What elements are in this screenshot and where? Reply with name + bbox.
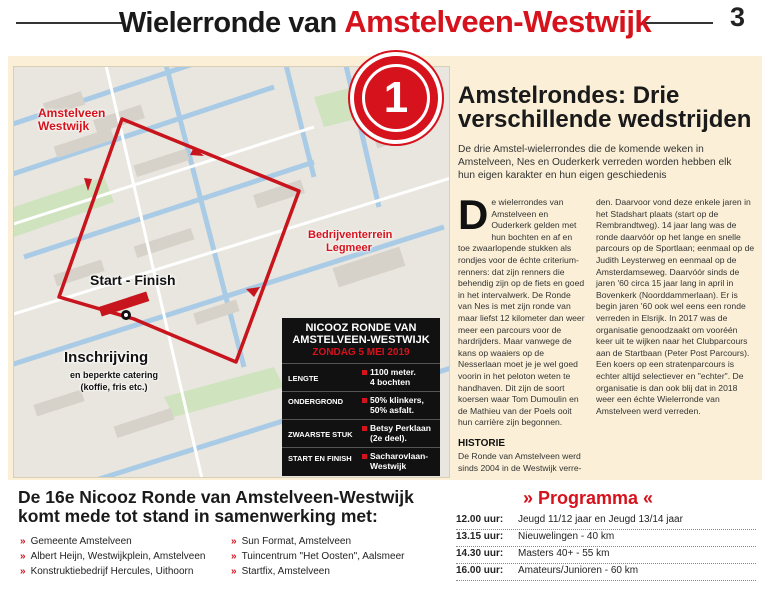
sponsor-marker: » xyxy=(20,536,26,547)
sponsor-name: Startfix, Amstelveen xyxy=(241,566,330,577)
map-label-district xyxy=(38,107,105,133)
programma-time: 16.00 uur: xyxy=(456,565,504,576)
info-row xyxy=(282,363,440,392)
programma-row xyxy=(456,512,756,530)
info-row-value xyxy=(370,452,438,471)
sponsor-item xyxy=(20,566,193,577)
sponsor-item xyxy=(20,536,132,547)
number-badge xyxy=(350,52,442,144)
article-intro: De drie Amstel-wielerrondes die de komende weken in Amstelveen, Nes en Ouderkerk verreden worden hebben elk hun eigen karakter en hun eigen geschiedenis xyxy=(458,144,732,181)
sponsor-marker: » xyxy=(231,536,237,547)
sponsor-item xyxy=(231,566,330,577)
sponsor-name: Tuincentrum "Het Oosten", Aalsmeer xyxy=(241,551,405,562)
historie-heading: HISTORIE xyxy=(458,438,506,449)
info-row-key: START EN FINISH xyxy=(288,454,352,463)
info-row-value xyxy=(370,396,438,415)
programma-row xyxy=(456,529,756,547)
info-row-key: ZWAARSTE STUK xyxy=(288,430,353,439)
programma-time: 13.15 uur: xyxy=(456,531,504,542)
map-label-catering xyxy=(70,369,158,393)
info-row-value-line2: 50% asfalt. xyxy=(370,404,414,415)
map-label-start-finish: Start - Finish xyxy=(90,272,176,288)
info-row-value-line1: 50% klinkers, xyxy=(370,395,424,405)
programma-time: 14.30 uur: xyxy=(456,548,504,559)
programma-time: 12.00 uur: xyxy=(456,514,504,525)
sponsor-marker: » xyxy=(231,566,237,577)
article-column-2: den. Daarvoor vond deze enkele jaren in het Stadshart plaats (start op de Rembrandtweg). 14 jaar lang was de ronde daarvóór op het lange en snelle parcours op de Sportlaan; eenmaal op de Judith Leysterweg en eenmaal op de Amsterdamseweg. Daarvóór sinds de jaren '60 circa 15 jaar lang in april in Bovenkerk (Noorddammerlaan). Er is begin jaren '60 ook wel eens een ronde verreden in Elsrijk. In 2017 was de organisatie genoodzaakt om vooréén keer uit te wijken naar het Clubparcours aan de Startbaan (Peter Post Parcours). Een koers op een stratenparcours is echter altijd selectiever en "echter". De organisatie is dan ook blij dat in 2018 weer een échte Wielerronde van Amstelveen werd verreden. xyxy=(596,197,755,416)
programma-description: Jeugd 11/12 jaar en Jeugd 13/14 jaar xyxy=(518,514,683,525)
map-label-industrial-line1: Bedrijventerrein xyxy=(308,229,393,241)
programma-row xyxy=(456,563,756,581)
article-column-1-continued: De Ronde van Amstelveen werd sinds 2004 in de Westwijk verre- xyxy=(458,451,582,473)
sponsor-item xyxy=(231,536,351,547)
sponsor-name: Sun Format, Amstelveen xyxy=(241,536,352,547)
map-label-district-line2: Westwijk xyxy=(38,119,90,133)
page-number: 3 xyxy=(730,2,746,32)
page-header xyxy=(0,0,770,46)
sponsor-marker: » xyxy=(20,566,26,577)
sponsor-name: Albert Heijn, Westwijkplein, Amstelveen xyxy=(30,551,206,562)
article-title: Amstelrondes: Drie verschillende wedstrijden xyxy=(458,82,752,133)
info-box-title xyxy=(282,322,440,346)
map-label-industrial-line2: Legmeer xyxy=(326,242,372,254)
info-row-key: LENGTE xyxy=(288,374,319,383)
info-row-key: ONDERGROND xyxy=(288,397,344,406)
info-box-title-line2: AMSTELVEEN-WESTWIJK xyxy=(292,334,430,346)
info-row-value-line2: 4 bochten xyxy=(370,376,411,387)
programma-title: » Programma « xyxy=(522,488,654,508)
info-row xyxy=(282,447,440,476)
info-box-date: ZONDAG 5 MEI 2019 xyxy=(282,347,440,358)
page-title-plain: Wielerronde van xyxy=(118,7,337,39)
sponsor-name: Konstruktiebedrijf Hercules, Uithoorn xyxy=(30,566,194,577)
page-title xyxy=(0,4,770,40)
article-column-1 xyxy=(458,191,586,429)
sponsors-title: De 16e Nicooz Ronde van Amstelveen-Westwijk komt mede tot stand in samenwerking met: xyxy=(18,487,414,526)
programma-row xyxy=(456,546,756,564)
info-row-value-line1: Sacharovlaan- xyxy=(370,451,429,461)
info-box-title-line1: NICOOZ RONDE VAN xyxy=(305,322,417,334)
info-row-value xyxy=(370,368,438,387)
article-dropcap: D xyxy=(458,191,489,238)
info-row-value-line2: Westwijk xyxy=(370,460,407,471)
map-label-industrial xyxy=(308,229,392,255)
info-row xyxy=(282,391,440,420)
programma-description: Nieuwelingen - 40 km xyxy=(518,531,615,542)
number-badge-digit: 1 xyxy=(362,64,430,132)
programma-description: Masters 40+ - 55 km xyxy=(518,548,610,559)
map-label-registration: Inschrijving xyxy=(64,349,149,366)
sponsor-marker: » xyxy=(20,551,26,562)
info-row xyxy=(282,419,440,448)
sponsor-marker: » xyxy=(231,551,237,562)
info-row-value-line1: Betsy Perklaan xyxy=(370,423,431,433)
info-row-value-line1: 1100 meter. xyxy=(370,367,416,377)
article-column-1-text: e wielerrondes van Amstelveen en Ouderkerk gelden met hun bochten en af en toe zwaarlopende stukken als rondjes voor de échte criterium-renners: dat zijn renners die behendig zijn op de fiets en goed in het intervalwerk. De Ronde van Nes is met zijn ronde van maar liefst 12 kilometer dan weer meer een parcours voor de hardrijders. Maar vanwege de kans op waaiers op de Nesserlaan moet je je wel goed voorin in het peloton weten te handhaven. Dit zijn de soort koersen waar Tom Dumoulin en de Mathieu van der Poels ooit hun carrière zijn begonnen. xyxy=(458,197,585,428)
sponsor-item xyxy=(231,551,404,562)
sponsor-item xyxy=(20,551,205,562)
sponsor-name: Gemeente Amstelveen xyxy=(30,536,132,547)
programma-description: Amateurs/Junioren - 60 km xyxy=(518,565,639,576)
race-info-box xyxy=(282,318,440,476)
map-label-district-line1: Amstelveen xyxy=(38,106,106,120)
page-title-accent: Amstelveen-Westwijk xyxy=(344,4,652,39)
map-label-catering-line2: (koffie, fris etc.) xyxy=(80,382,148,392)
info-row-value xyxy=(370,424,438,443)
map-label-catering-line1: en beperkte catering xyxy=(70,370,159,380)
info-row-value-line2: (2e deel). xyxy=(370,432,407,443)
